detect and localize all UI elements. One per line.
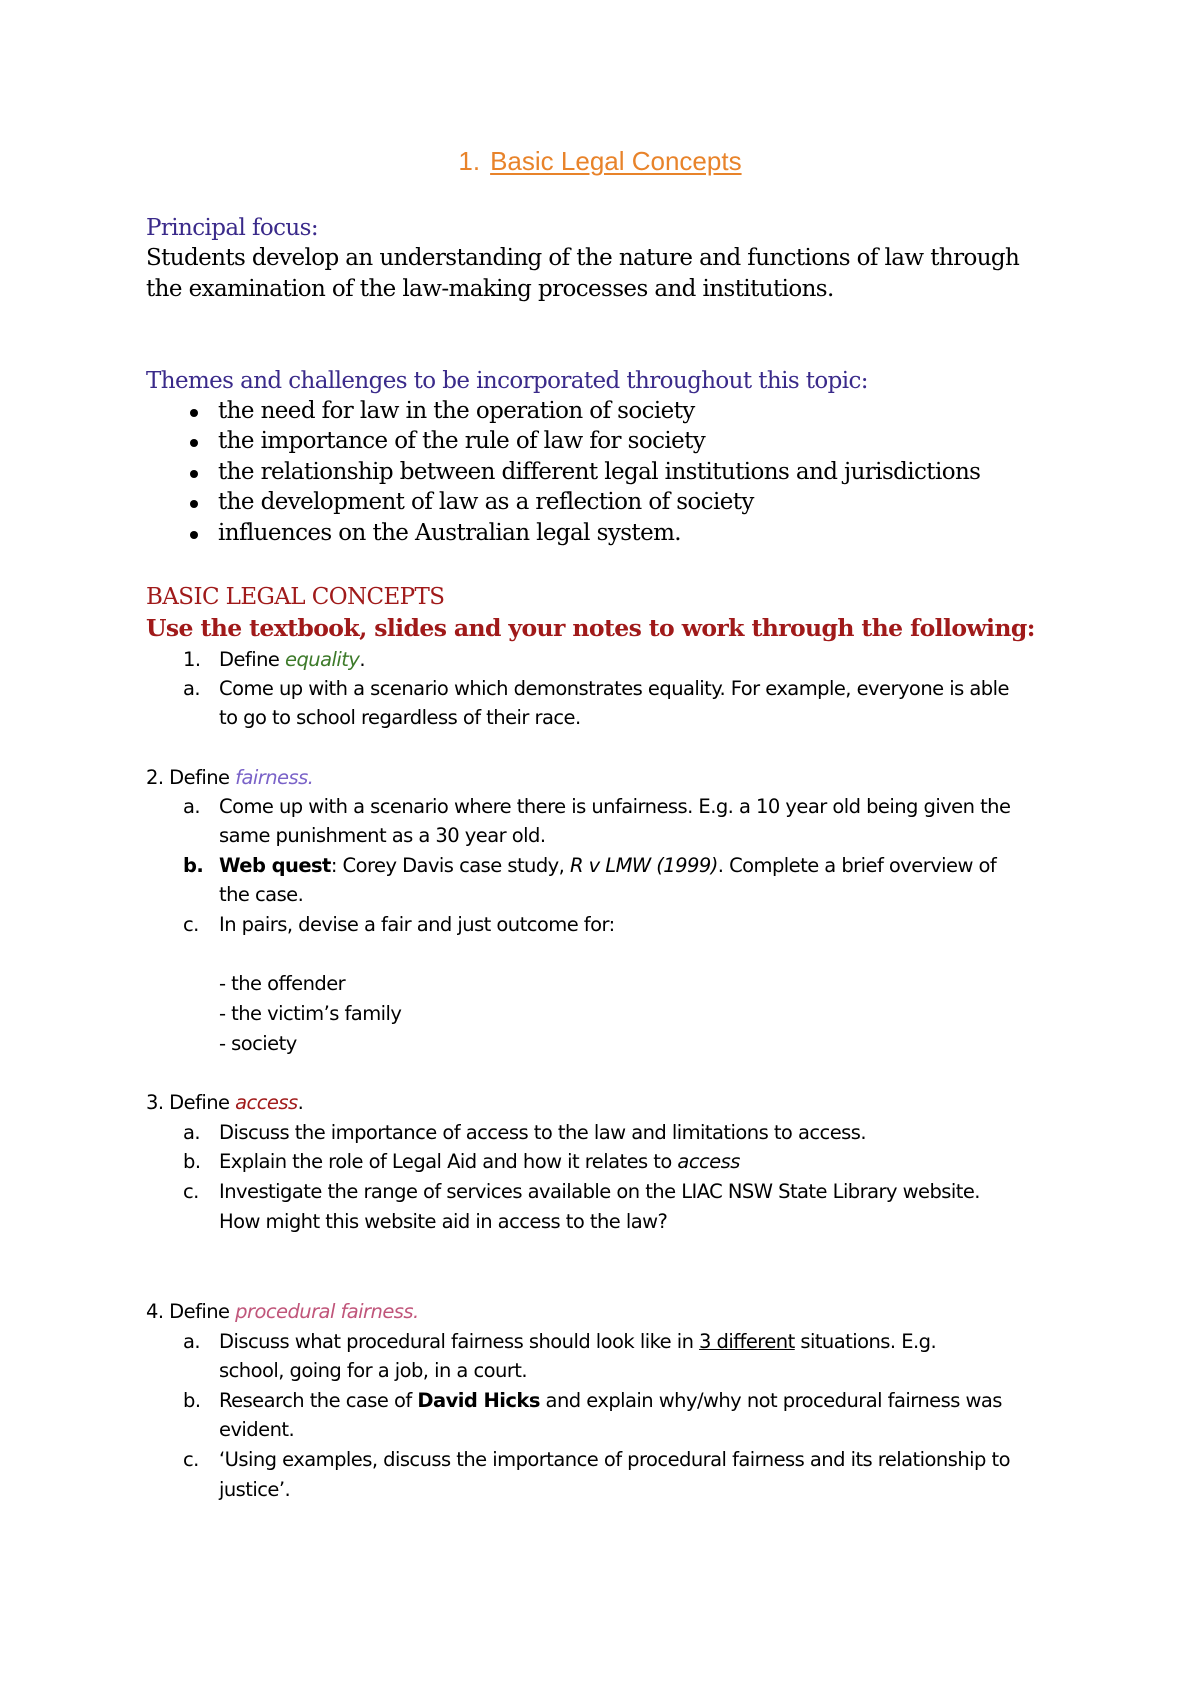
- q2-term: fairness.: [235, 766, 314, 789]
- q1-number: 1.: [183, 648, 201, 671]
- bullet-icon: [190, 470, 198, 478]
- q4-c-line-2: justice’.: [219, 1478, 291, 1501]
- q4-c-line-1: ‘Using examples, discuss the importance of procedural fairness and its relationship to: [219, 1448, 1010, 1471]
- q2-a-marker: a.: [183, 795, 201, 818]
- title-text: Basic Legal Concepts: [490, 146, 742, 176]
- q4-term: procedural fairness.: [235, 1300, 419, 1323]
- q1-a-line-2: to go to school regardless of their race.: [219, 706, 581, 729]
- basic-concepts-heading: BASIC LEGAL CONCEPTS: [146, 584, 445, 610]
- q4-a-marker: a.: [183, 1330, 201, 1353]
- q2-a-line-2: same punishment as a 30 year old.: [219, 824, 546, 847]
- bullet-icon: [190, 439, 198, 447]
- theme-item: the need for law in the operation of society: [218, 398, 695, 424]
- bullet-icon: [190, 531, 198, 539]
- principal-focus-line-1: Students develop an understanding of the nature and functions of law through: [146, 245, 1020, 271]
- q1-define: Define equality.: [219, 648, 365, 671]
- q4-a-line-1: Discuss what procedural fairness should look like in 3 different situations. E.g.: [219, 1330, 937, 1353]
- q1-a-marker: a.: [183, 677, 201, 700]
- q3-c-marker: c.: [183, 1180, 199, 1203]
- q3-b-marker: b.: [183, 1150, 201, 1173]
- principal-focus-heading: Principal focus:: [146, 215, 318, 241]
- q2-subitem: - the victim’s family: [219, 1002, 402, 1025]
- q4-c-marker: c.: [183, 1448, 199, 1471]
- bullet-icon: [190, 409, 198, 417]
- theme-item: the importance of the rule of law for society: [218, 428, 705, 454]
- q2-subitem: - the offender: [219, 972, 346, 995]
- instructions-subheading: Use the textbook, slides and your notes to work through the following:: [146, 614, 1035, 642]
- q2-b-line-2: the case.: [219, 883, 304, 906]
- q2-b-marker: b.: [183, 854, 204, 877]
- q2-define: 2. Define fairness.: [146, 766, 314, 789]
- q4-b-marker: b.: [183, 1389, 201, 1412]
- q3-term: access: [235, 1091, 298, 1114]
- q3-c-line-2: How might this website aid in access to the law?: [219, 1210, 668, 1233]
- q2-subitem: - society: [219, 1032, 297, 1055]
- principal-focus-line-2: the examination of the law-making processes and institutions.: [146, 276, 834, 302]
- themes-heading: Themes and challenges to be incorporated throughout this topic:: [146, 368, 868, 394]
- q3-c-line-1: Investigate the range of services available on the LIAC NSW State Library website.: [219, 1180, 980, 1203]
- q1-term: equality: [285, 648, 360, 671]
- q4-b-line-2: evident.: [219, 1418, 295, 1441]
- q2-c-line-1: In pairs, devise a fair and just outcome for:: [219, 913, 615, 936]
- theme-item: the relationship between different legal institutions and jurisdictions: [218, 459, 980, 485]
- bullet-icon: [190, 500, 198, 508]
- q1-a-line-1: Come up with a scenario which demonstrates equality. For example, everyone is able: [219, 677, 1009, 700]
- theme-item: influences on the Australian legal system.: [218, 520, 681, 546]
- document-title: [0, 146, 1200, 177]
- q3-a-marker: a.: [183, 1121, 201, 1144]
- q3-a-line-1: Discuss the importance of access to the law and limitations to access.: [219, 1121, 867, 1144]
- q2-c-marker: c.: [183, 913, 199, 936]
- q2-a-line-1: Come up with a scenario where there is unfairness. E.g. a 10 year old being given the: [219, 795, 1011, 818]
- q3-define: 3. Define access.: [146, 1091, 304, 1114]
- title-number: 1.: [458, 146, 481, 176]
- q3-b-line-1: Explain the role of Legal Aid and how it relates to access: [219, 1150, 740, 1173]
- q4-a-line-2: school, going for a job, in a court.: [219, 1359, 528, 1382]
- q4-define: 4. Define procedural fairness.: [146, 1300, 419, 1323]
- theme-item: the development of law as a reflection of society: [218, 489, 754, 515]
- q4-b-line-1: Research the case of David Hicks and explain why/why not procedural fairness was: [219, 1389, 1002, 1412]
- q2-b-line-1: Web quest: Corey Davis case study, R v LMW (1999). Complete a brief overview of: [219, 854, 997, 877]
